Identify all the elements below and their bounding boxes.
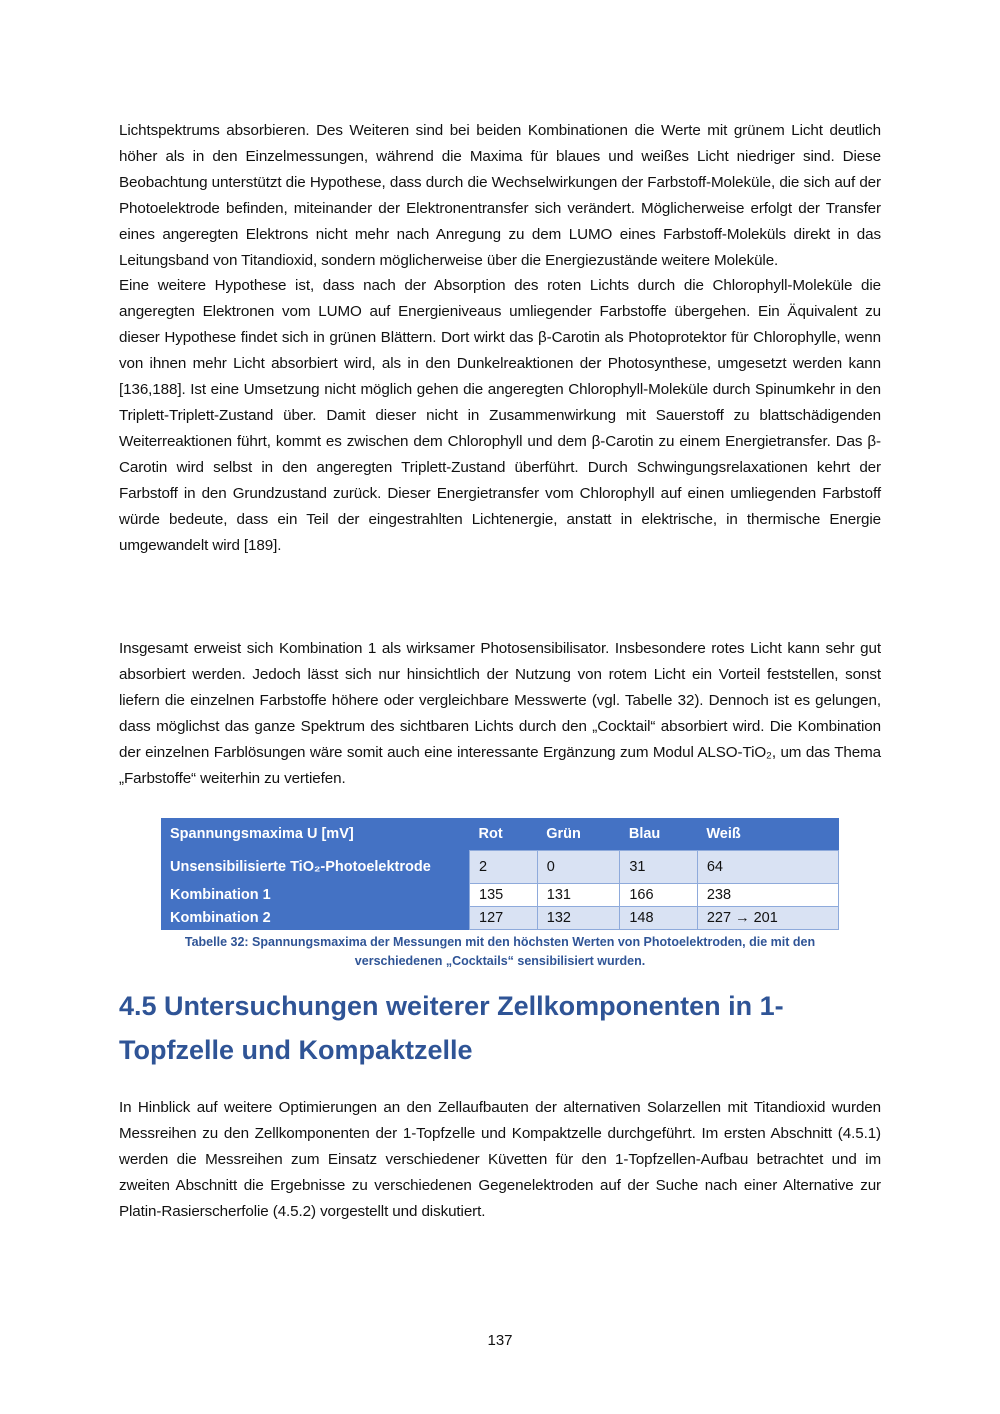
row-header: Unsensibilisierte TiO₂-Photoelektrode [161,851,470,884]
column-header: Spannungsmaxima U [mV] [161,818,470,851]
voltage-table [161,818,839,930]
table-row [161,884,839,907]
table-cell: 31 [620,851,698,884]
table-cell: 148 [620,907,698,930]
table-cell: 166 [620,884,698,907]
column-header: Weiß [697,818,838,851]
column-header: Rot [470,818,538,851]
table-cell: 132 [537,907,620,930]
row-header: Kombination 2 [161,907,470,930]
table-cell: 64 [697,851,838,884]
page-number: 137 [487,1332,513,1349]
column-header: Blau [620,818,698,851]
row-header: Kombination 1 [161,884,470,907]
paragraph: Eine weitere Hypothese ist, dass nach der Absorption des roten Lichts durch die Chlorophyll-Moleküle die angeregten Elektronen vom LUMO auf Energieniveaus umliegender Farbstoffe übergehen. Ein Äquivalent zu dieser Hypothese findet sich in grünen Blättern. Dort wirkt das β-Carotin als Photoprotektor für Chlorophylle, wenn von ihnen mehr Licht absorbiert wird, als in den Dunkelreaktionen der Photosynthese, umgesetzt werden kann [136,188]. Ist eine Umsetzung nicht möglich gehen die angeregten Chlorophyll-Moleküle durch Spinumkehr in den Triplett-Triplett-Zustand über. Damit dieser nicht in Zusammenwirkung mit Sauerstoff zu blattschädigenden Weiterreaktionen führt, kommt es zwischen dem Chlorophyll und dem β-Carotin zu einem Energietransfer. Das β-Carotin wird selbst in den angeregten Triplett-Zustand überführt. Durch Schwingungsrelaxationen kehrt der Farbstoff in den Grundzustand zurück. Dieser Energietransfer vom Chlorophyll auf einen umliegenden Farbstoff würde bedeute, dass ein Teil der eingestrahlten Lichtenergie, anstatt in elektrische, in thermische Energie umgewandelt wird [189]. [119,277,881,554]
table-row [161,851,839,884]
text-block-bottom [119,1095,881,1225]
table-cell: 131 [537,884,620,907]
text-block-middle [119,636,881,791]
table-header-row [161,818,839,851]
table-cell: 0 [537,851,620,884]
text-block-top [119,118,881,558]
table-row [161,907,839,930]
table-cell: 127 [470,907,538,930]
table-cell: 238 [697,884,838,907]
table-cell: 2 [470,851,538,884]
table-cell: 135 [470,884,538,907]
table-caption: Tabelle 32: Spannungsmaxima der Messungen mit den höchsten Werten von Photoelektroden, die mit den verschiedenen „Cocktails“ sensibilisiert wurden. [184,935,816,968]
section-heading: 4.5 Untersuchungen weiterer Zellkomponenten in 1-Topfzelle und Kompaktzelle [119,991,784,1065]
paragraph: Insgesamt erweist sich Kombination 1 als wirksamer Photosensibilisator. Insbesondere rotes Licht kann sehr gut absorbiert werden. Jedoch lässt sich nur hinsichtlich der Nutzung von rotem Licht ein Vorteil feststellen, sonst liefern die einzelnen Farbstoffe höhere oder vergleichbare Messwerte (vgl. Tabelle 32). Dennoch ist es gelungen, dass möglichst das ganze Spektrum des sichtbaren Lichts durch den „Cocktail“ absorbiert wird. Die Kombination der einzelnen Farblösungen wäre somit auch eine interessante Ergänzung zum Modul ALSO-TiO₂, um das Thema „Farbstoffe“ weiterhin zu vertiefen. [119,640,881,787]
paragraph: Lichtspektrums absorbieren. Des Weiteren sind bei beiden Kombinationen die Werte mit grünem Licht deutlich höher als in den Einzelmessungen, während die Maxima für blaues und weißes Licht niedriger sind. Diese Beobachtung unterstützt die Hypothese, dass durch die Wechselwirkungen der Farbstoff-Moleküle, die sich auf der Photoelektrode befinden, miteinander der Elektronentransfer sich verändert. Möglicherweise erfolgt der Transfer eines angeregten Elektrons nicht mehr nach Anregung zu dem LUMO eines Farbstoff-Moleküls direkt in das Leitungsband von Titandioxid, sondern möglicherweise über die Energiezustände weitere Moleküle. [119,122,881,269]
column-header: Grün [537,818,620,851]
table-cell: 227 → 201 [697,907,838,930]
paragraph: In Hinblick auf weitere Optimierungen an den Zellaufbauten der alternativen Solarzellen mit Titandioxid wurden Messreihen zu den Zellkomponenten der 1-Topfzelle und Kompaktzelle durchgeführt. Im ersten Abschnitt (4.5.1) werden die Messreihen zum Einsatz verschiedener Küvetten für den 1-Topfzellen-Aufbau betrachtet und im zweiten Abschnitt die Ergebnisse zu verschiedenen Gegenelektroden auf der Suche nach einer Alternative zur Platin-Rasierscherfolie (4.5.2) vorgestellt und diskutiert. [119,1099,881,1220]
